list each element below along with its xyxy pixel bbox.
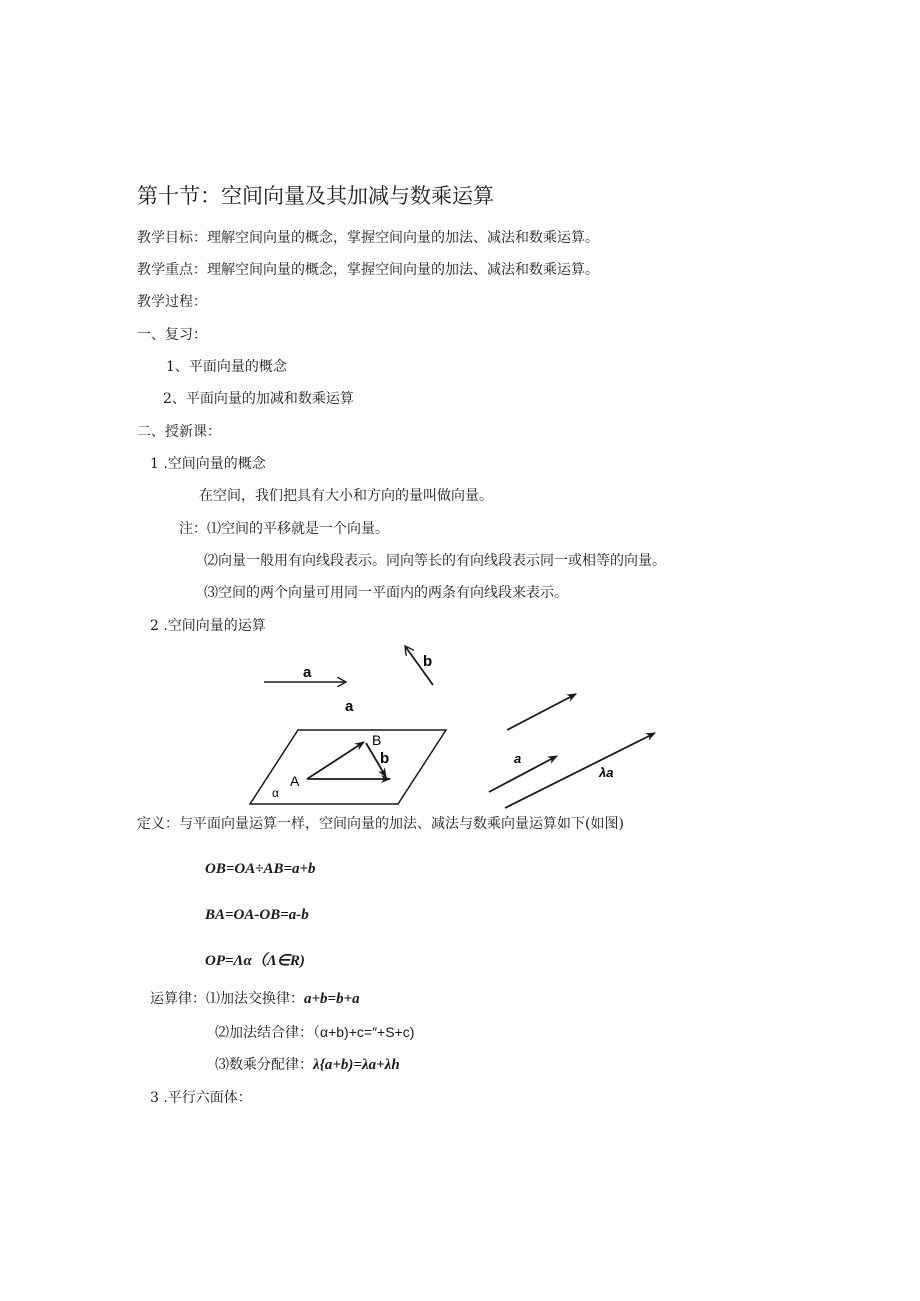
vector-a-right-label: a (514, 751, 522, 766)
vector-b-top-label: b (423, 653, 433, 670)
vector-a-middle-label: a (345, 698, 354, 715)
vector-b-plane-label: b (380, 750, 390, 767)
law-associative (215, 1023, 414, 1042)
law-label: ⑶数乘分配律： (215, 1057, 313, 1073)
point-A-label: A (290, 773, 300, 789)
law-expression: （α+b)+c=″+S+c) (313, 1024, 415, 1040)
teaching-process-heading: 教学过程： (137, 294, 207, 310)
parallelepiped-heading: 3 .平行六面体： (150, 1090, 252, 1106)
formula-addition: OB=OA÷AB=a+b (205, 861, 316, 877)
point-B-label: B (372, 732, 382, 748)
note-item: ⑵向量一般用有向线段表示。同向等长的有向线段表示同一或相等的向量。 (204, 553, 666, 569)
formula-scalar: OP=Λα（Λ∈R) (205, 953, 305, 969)
operations-definition: 定义：与平面向量运算一样，空间向量的加法、减法与数乘向量运算如下(如图) (137, 816, 624, 832)
note-item: ⑶空间的两个向量可用同一平面内的两条有向线段来表示。 (204, 585, 568, 601)
note-item: 注：⑴空间的平移就是一个向量。 (179, 521, 389, 537)
review-item: 1、平面向量的概念 (166, 359, 287, 375)
plane-alpha (250, 730, 446, 804)
review-item: 2、平面向量的加减和数乘运算 (163, 391, 354, 407)
law-label: 运算律：⑴加法交换律： (150, 991, 304, 1007)
law-commutative (150, 990, 360, 1008)
law-distributive (215, 1056, 400, 1074)
formula-subtraction: BA=OA-OB=a-b (205, 907, 309, 923)
law-expression: λ{a+b)=λa+λh (313, 1057, 400, 1073)
vector-AB-arrow (307, 742, 364, 779)
vector-lambda-a-arrow (505, 733, 655, 808)
teaching-focus: 教学重点：理解空间向量的概念，掌握空间向量的加法、减法和数乘运算。 (137, 262, 599, 278)
vector-a-top-label: a (303, 664, 312, 681)
page-title: 第十节：空间向量及其加减与数乘运算 (137, 184, 494, 208)
concept-heading: 1 .空间向量的概念 (150, 456, 266, 472)
teaching-objective: 教学目标：理解空间向量的概念，掌握空间向量的加法、减法和数乘运算。 (137, 230, 599, 246)
new-lesson-heading: 二、授新课： (137, 424, 221, 440)
vector-right-top-arrow (507, 694, 576, 730)
operations-heading: 2 .空间向量的运算 (150, 618, 266, 634)
vector-lambda-a-label: λa (599, 765, 614, 780)
review-heading: 一、复习： (137, 327, 207, 343)
law-label: ⑵加法结合律： (215, 1025, 313, 1041)
plane-alpha-label: α (272, 786, 279, 800)
concept-definition: 在空间，我们把具有大小和方向的量叫做向量。 (199, 488, 493, 504)
law-expression: a+b=b+a (304, 991, 360, 1007)
